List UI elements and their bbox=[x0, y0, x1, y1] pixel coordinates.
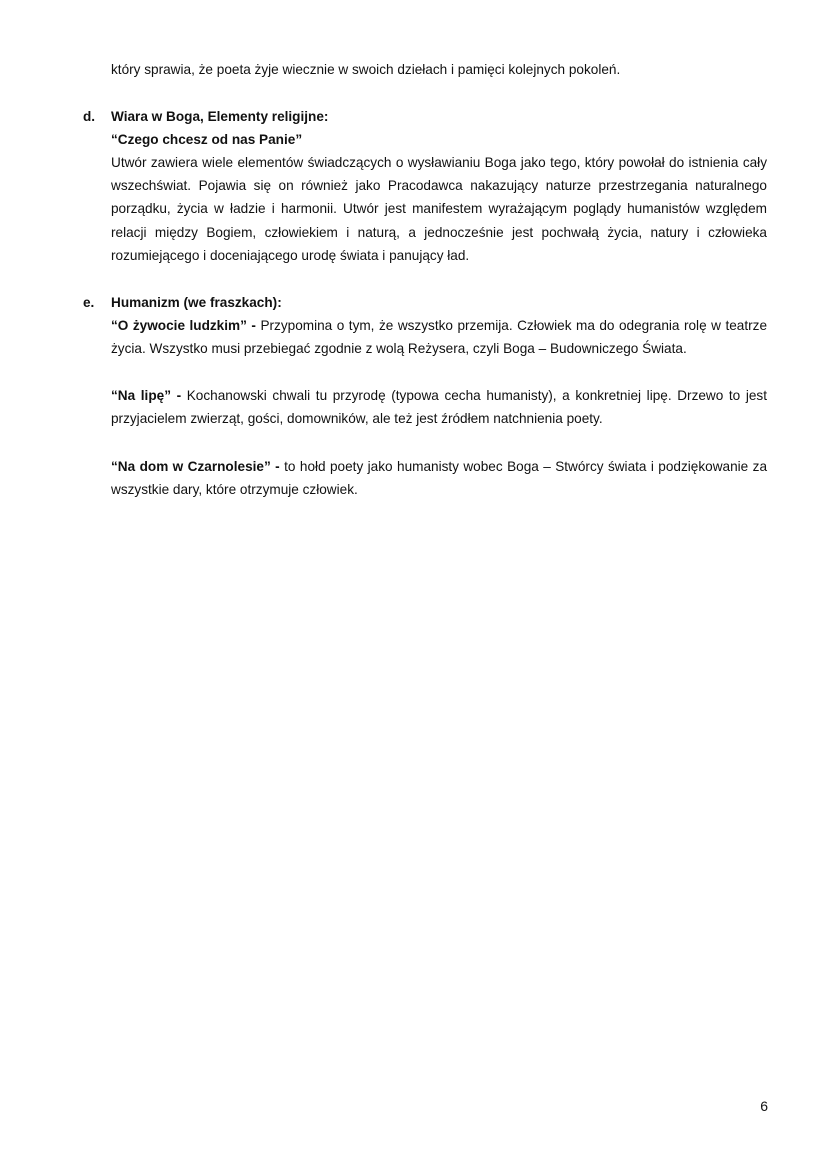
item-title: “O żywocie ludzkim” - bbox=[111, 318, 256, 333]
section-e-item-na-lipe bbox=[111, 384, 767, 430]
section-e-item-na-dom bbox=[111, 455, 767, 501]
item-title: “Na lipę” - bbox=[111, 388, 182, 403]
section-e-heading bbox=[83, 291, 282, 314]
item-text: to hołd poety jako humanisty wobec Boga – Stwórcy świata i podziękowanie za wszystkie dary, które otrzymuje człowiek. bbox=[111, 459, 768, 498]
item-text: Kochanowski chwali tu przyrodę (typowa cecha humanisty), a konkretniej lipę. Drzewo to jest przyjacielem zwierząt, gości, domowników, ale też jest źródłem natchnienia poety. bbox=[111, 388, 767, 427]
intro-paragraph: który sprawia, że poeta żyje wiecznie w swoich dziełach i pamięci kolejnych pokoleń. bbox=[111, 62, 621, 77]
section-e-marker: e. bbox=[83, 295, 95, 310]
section-d-title: “Czego chcesz od nas Panie” bbox=[111, 132, 303, 147]
item-title: “Na dom w Czarnolesie” - bbox=[111, 459, 280, 474]
item-text: Przypomina o tym, że wszystko przemija. Człowiek ma do odegrania rolę w teatrze życia. Wszystko musi przebiegać zgodnie z wolą Reżysera, czyli Boga – Budowniczego Świata. bbox=[111, 318, 768, 357]
section-e-item-o-zywocie bbox=[111, 314, 767, 360]
section-d-heading-text: Wiara w Boga, Elementy religijne: bbox=[111, 109, 329, 124]
page-number: 6 bbox=[760, 1098, 768, 1114]
section-d-heading bbox=[83, 105, 328, 128]
section-e-heading-text: Humanizm (we fraszkach): bbox=[111, 295, 282, 310]
section-d-marker: d. bbox=[83, 109, 96, 124]
section-d-body: Utwór zawiera wiele elementów świadczących o wysławianiu Boga jako tego, który powołał do istnienia cały wszechświat. Pojawia się on również jako Pracodawca nakazujący naturze przestrzegania naturalnego porządku, życia w ładzie i harmonii. Utwór jest manifestem wyrażającym poglądy humanistów względem relacji między Bogiem, człowiekiem i naturą, a jednocześnie jest pochwałą życia, natury i człowieka rozumiejącego i doceniającego urodę świata i panujący ład. bbox=[111, 155, 767, 263]
